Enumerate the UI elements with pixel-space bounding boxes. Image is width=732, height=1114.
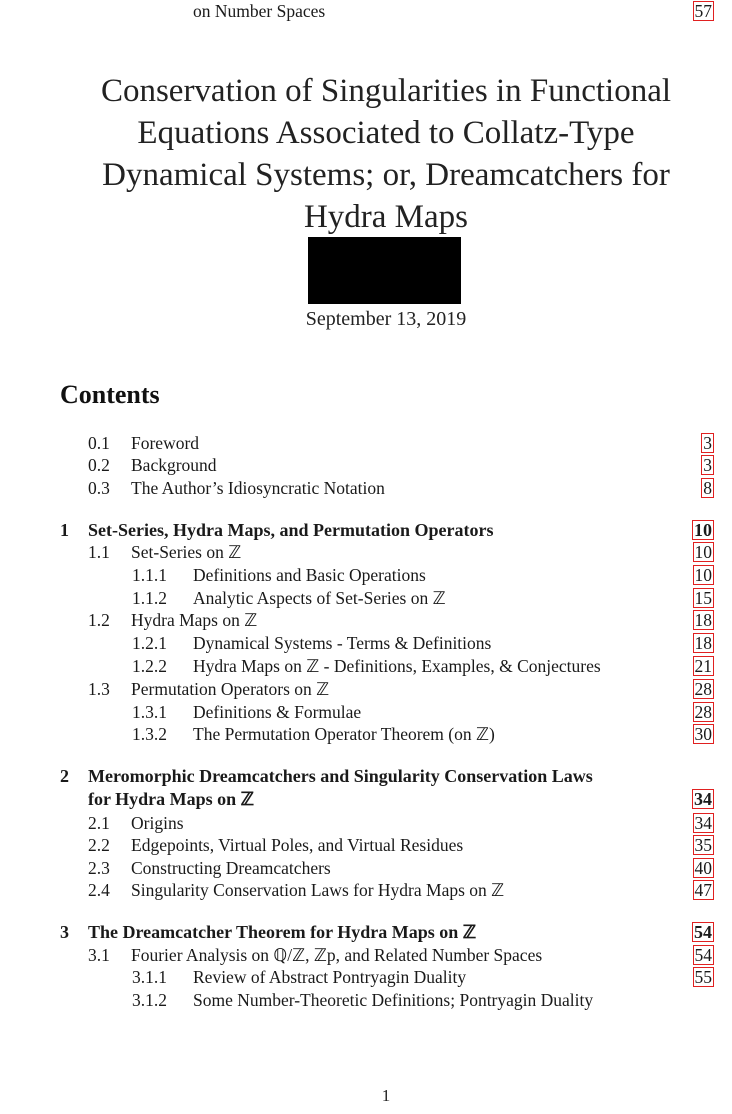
toc-number: 1.1.1 (132, 565, 167, 585)
toc-number: 1.1 (88, 542, 110, 562)
toc-title[interactable]: Foreword (131, 433, 200, 453)
toc-page-link[interactable]: 35 (694, 835, 712, 855)
toc-entry-row[interactable] (0, 812, 732, 834)
toc-entry-row[interactable] (0, 701, 732, 723)
toc-entry-row[interactable] (0, 989, 732, 1011)
title-line: Conservation of Singularities in Functional (100, 73, 672, 109)
toc-title[interactable]: Origins (131, 813, 184, 833)
toc-page-link[interactable]: 47 (694, 880, 712, 900)
toc-page-link[interactable]: 10 (694, 565, 712, 585)
toc-number: 1 (60, 520, 69, 540)
toc-title[interactable]: Set-Series, Hydra Maps, and Permutation Operators (88, 520, 494, 540)
toc-number: 3.1.1 (132, 967, 167, 987)
toc-number: 2.3 (88, 858, 110, 878)
toc-entry-row[interactable] (0, 454, 732, 476)
toc-title[interactable]: Background (131, 455, 217, 475)
toc-entry-row[interactable] (0, 564, 732, 586)
toc-number: 1.2.2 (132, 656, 167, 676)
toc-number: 2.2 (88, 835, 110, 855)
toc-page-link[interactable]: 3 (703, 455, 712, 475)
toc-page-link[interactable]: 55 (694, 967, 712, 987)
toc-page-link[interactable]: 15 (694, 588, 712, 608)
toc-number: 0.3 (88, 478, 110, 498)
toc-title[interactable]: Meromorphic Dreamcatchers and Singularity Conservation Laws (88, 766, 593, 786)
toc-page-link[interactable]: 57 (694, 1, 712, 21)
toc-page-link[interactable]: 30 (694, 724, 712, 744)
toc-entry-row[interactable] (0, 655, 732, 677)
toc-page-link[interactable]: 3 (703, 433, 712, 453)
toc-page-link[interactable]: 8 (703, 478, 712, 498)
toc-entry-row[interactable] (0, 477, 732, 499)
toc-page-link[interactable]: 10 (694, 520, 712, 540)
toc-chapter-row[interactable] (0, 921, 732, 943)
toc-title[interactable]: on Number Spaces (193, 1, 326, 21)
document-date: September 13, 2019 (305, 308, 467, 330)
toc-number: 0.2 (88, 455, 110, 475)
toc-number: 1.1.2 (132, 588, 167, 608)
contents-heading: Contents (60, 380, 160, 409)
toc-entry-row[interactable] (0, 879, 732, 901)
toc-title[interactable]: Review of Abstract Pontryagin Duality (193, 967, 467, 987)
toc-page-link[interactable]: 40 (694, 858, 712, 878)
toc-entry-row[interactable] (0, 966, 732, 988)
toc-page-link[interactable]: 28 (694, 679, 712, 699)
toc-page-link[interactable]: 54 (694, 922, 712, 942)
toc-entry-row[interactable] (0, 0, 732, 22)
toc-number: 3.1 (88, 945, 110, 965)
toc-page-link[interactable]: 34 (694, 789, 712, 809)
toc-entry-row[interactable] (0, 609, 732, 631)
toc-number: 0.1 (88, 433, 110, 453)
toc-title[interactable]: Singularity Conservation Laws for Hydra Maps on ℤ (131, 880, 505, 900)
toc-page-link[interactable]: 18 (694, 610, 712, 630)
toc-entry-row[interactable] (0, 541, 732, 563)
toc-page-link[interactable]: 21 (694, 656, 712, 676)
toc-chapter-row[interactable] (0, 765, 732, 787)
toc-title[interactable]: Hydra Maps on ℤ - Definitions, Examples, & Conjectures (193, 656, 601, 676)
toc-entry-row[interactable] (0, 678, 732, 700)
toc-entry-row[interactable] (0, 834, 732, 856)
toc-number: 1.2.1 (132, 633, 167, 653)
toc-entry-row[interactable] (0, 587, 732, 609)
toc-entry-row[interactable] (0, 723, 732, 745)
toc-page-link[interactable]: 54 (694, 945, 712, 965)
toc-title[interactable]: Some Number-Theoretic Definitions; Pontryagin Duality (193, 990, 594, 1010)
toc-number: 1.3 (88, 679, 110, 699)
toc-title[interactable]: The Author’s Idiosyncratic Notation (131, 478, 385, 498)
title-line: Hydra Maps (303, 199, 469, 235)
toc-entry-row[interactable] (0, 944, 732, 966)
toc-title[interactable]: The Dreamcatcher Theorem for Hydra Maps on ℤ (88, 922, 477, 942)
toc-entry-row[interactable] (0, 857, 732, 879)
toc-number: 2.1 (88, 813, 110, 833)
toc-number: 1.3.1 (132, 702, 167, 722)
toc-page-link[interactable]: 10 (694, 542, 712, 562)
toc-chapter-row[interactable] (0, 519, 732, 541)
toc-page-link[interactable]: 34 (694, 813, 712, 833)
title-line: Dynamical Systems; or, Dreamcatchers for (102, 157, 670, 193)
toc-chapter-row[interactable] (0, 788, 732, 810)
toc-title[interactable]: Definitions and Basic Operations (193, 565, 426, 585)
page-number: 1 (381, 1086, 391, 1105)
toc-number: 3 (60, 922, 69, 942)
toc-number: 3.1.2 (132, 990, 167, 1010)
toc-title[interactable]: Definitions & Formulae (193, 702, 362, 722)
toc-page-link[interactable]: 28 (694, 702, 712, 722)
toc-title[interactable]: Dynamical Systems - Terms & Definitions (193, 633, 492, 653)
toc-title[interactable]: Hydra Maps on ℤ (131, 610, 258, 630)
toc-entry-row[interactable] (0, 432, 732, 454)
toc-title[interactable]: The Permutation Operator Theorem (on ℤ) (193, 724, 495, 744)
title-line: Equations Associated to Collatz-Type (137, 115, 635, 151)
toc-title[interactable]: Fourier Analysis on ℚ/ℤ, ℤp, and Related Number Spaces (131, 945, 543, 965)
toc-page-link[interactable]: 18 (694, 633, 712, 653)
toc-number: 1.3.2 (132, 724, 167, 744)
toc-title[interactable]: Edgepoints, Virtual Poles, and Virtual Residues (131, 835, 464, 855)
toc-entry-row[interactable] (0, 632, 732, 654)
toc-number: 2 (60, 766, 69, 786)
toc-title[interactable]: Set-Series on ℤ (131, 542, 242, 562)
toc-title[interactable]: Permutation Operators on ℤ (131, 679, 330, 699)
toc-number: 2.4 (88, 880, 110, 900)
toc-number: 1.2 (88, 610, 110, 630)
toc-title[interactable]: for Hydra Maps on ℤ (88, 789, 255, 809)
toc-title[interactable]: Constructing Dreamcatchers (131, 858, 331, 878)
toc-title[interactable]: Analytic Aspects of Set-Series on ℤ (193, 588, 446, 608)
